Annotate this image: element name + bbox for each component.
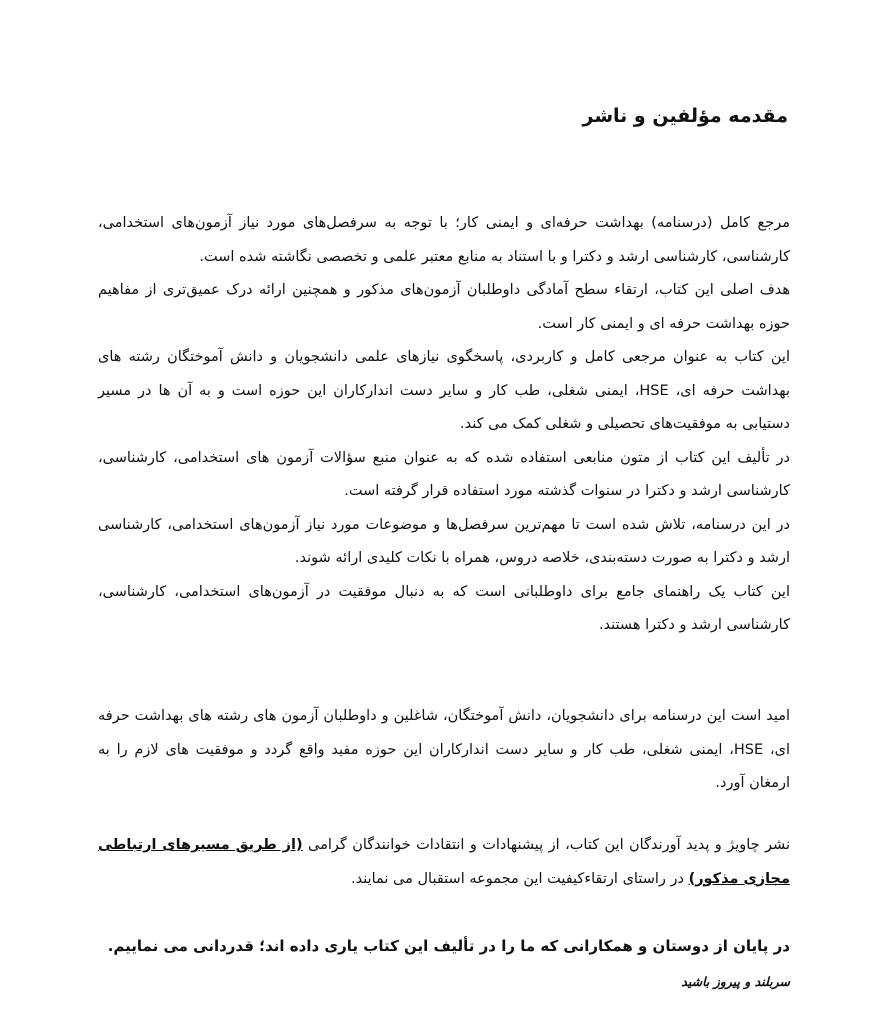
closing-statement: در پایان از دوستان و همکارانی که ما را در تألیف این کتاب یاری داده اند؛ قدردانی می نماییم. xyxy=(107,937,790,955)
signature: سربلند و پیروز باشید xyxy=(681,974,790,989)
feedback-text-after: در راستای ارتقاءکیفیت این مجموعه استقبال می نمایند. xyxy=(350,870,689,887)
paragraph-reference: این کتاب به عنوان مرجعی کامل و کاربردی، پاسخگوی نیازهای علمی دانشجویان و دانش آموختگان رشته های بهداشت حرفه ای، HSE، ایمنی شغلی، طب کار و سایر دست اندارکاران این حوزه است و به آن ها در مسیر دستیابی به موفقیت‌های تحصیلی و شغلی کمک می کند. xyxy=(98,349,790,432)
intro-section xyxy=(98,207,790,643)
feedback-text-before: نشر چاویژ و پدید آورندگان این کتاب، از پیشنهادات و انتقادات خوانندگان گرامی xyxy=(302,837,790,853)
paragraph-structure: در این درسنامه، تلاش شده است تا مهم‌ترین سرفصل‌ها و موضوعات مورد نیاز آزمون‌های استخدامی، کارشناسی ارشد و دکترا به صورت دسته‌بندی، خلاصه دروس، همراه با نکات کلیدی ارائه شوند. xyxy=(98,516,790,566)
page-title: مقدمه مؤلفین و ناشر xyxy=(582,105,788,127)
feedback-emphasis: (از طریق مسیرهای ارتباطی مجازی مذکور) xyxy=(98,837,790,887)
paragraph-sources: در تألیف این کتاب از متون منابعی استفاده شده که به عنوان منبع سؤالات آزمون های استخدامی، کارشناسی، کارشناسی ارشد و دکترا در سنوات گذشته مورد استفاده قرار گرفته است. xyxy=(98,449,790,499)
paragraph-goal: هدف اصلی این کتاب، ارتقاء سطح آمادگی داوطلبان آزمون‌های مذکور و همچنین ارائه درک عمیق‌تری از مفاهیم حوزه بهداشت حرفه ای و ایمنی کار است. xyxy=(98,282,790,332)
paragraph-hope: امید است این درسنامه برای دانشجویان، دانش آموختگان، شاغلین و داوطلبان آزمون های رشته های بهداشت حرفه ای، HSE، ایمنی شغلی، طب کار و سایر دست اندارکاران این حوزه مفید واقع گردد و موفقیت های لازم را به ارمغان آورد. xyxy=(98,708,790,791)
paragraph-intro: مرجع کامل (درسنامه) بهداشت حرفه‌ای و ایمنی کار؛ با توجه به سرفصل‌های مورد نیاز آزمون‌های استخدامی، کارشناسی، کارشناسی ارشد و دکترا و با استناد به منابع معتبر علمی و تخصصی نگاشته شده است. xyxy=(98,215,790,265)
feedback-section xyxy=(98,829,790,896)
paragraph-guide: این کتاب یک راهنمای جامع برای داوطلبانی است که به دنبال موفقیت در آزمون‌های استخدامی، کارشناسی، کارشناسی ارشد و دکترا هستند. xyxy=(98,583,790,633)
paragraph-feedback xyxy=(98,829,790,896)
hope-section xyxy=(98,700,790,801)
